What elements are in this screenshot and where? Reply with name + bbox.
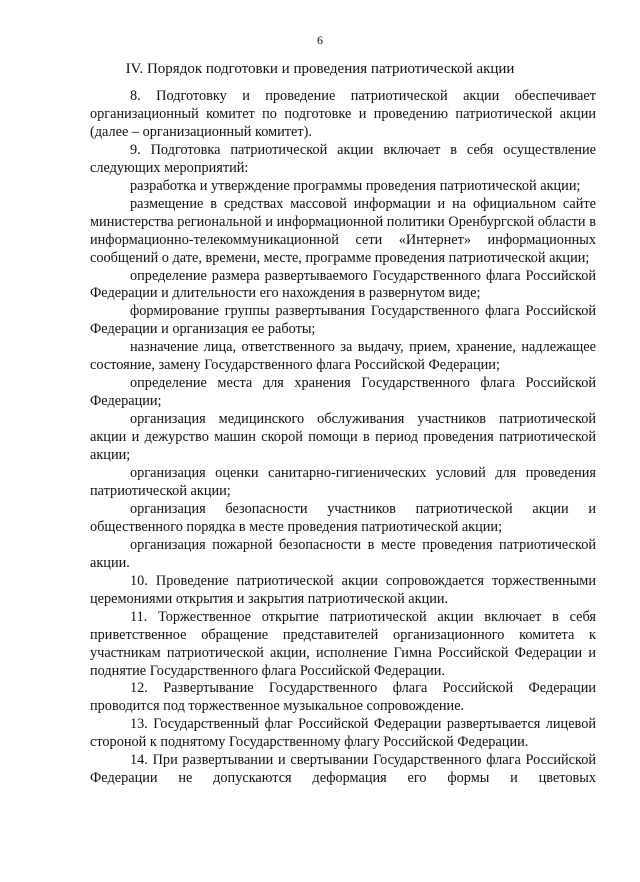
list-item-media: размещение в средствах массовой информации и на официальном сайте министерства региональной и информационной политики Оренбургской области в информационно-телекоммуникационной сети «Интернет» информационных сообщений о дате, времени, месте, программе проведения патриотической акции; bbox=[90, 195, 596, 266]
list-item-program: разработка и утверждение программы проведения патриотической акции; bbox=[130, 177, 581, 194]
paragraph-13: 13. Государственный флаг Российской Федерации развертывается лицевой стороной к поднятому Государственному флагу Российской Федерации. bbox=[90, 716, 596, 751]
paragraph-10: 10. Проведение патриотической акции сопровождается торжественными церемониями открытия и закрытия патриотической акции. bbox=[90, 572, 596, 607]
paragraph-8: 8. Подготовку и проведение патриотической акции обеспечивает организационный комитет по подготовке и проведению патриотической акции (далее – организационный комитет). bbox=[90, 88, 596, 140]
list-item-flag-group: формирование группы развертывания Государственного флага Российской Федерации и организация ее работы; bbox=[90, 303, 596, 338]
list-item-sanitary: организация оценки санитарно-гигиенических условий для проведения патриотической акции; bbox=[90, 465, 596, 499]
paragraph-12: 12. Развертывание Государственного флага Российской Федерации проводится под торжественное музыкальное сопровождение. bbox=[90, 680, 596, 715]
list-item-flag-storage: определение места для хранения Государственного флага Российской Федерации; bbox=[90, 375, 596, 410]
list-item-medical: организация медицинского обслуживания участников патриотической акции и дежурство машин скорой помощи в период проведения патриотической акции; bbox=[90, 411, 596, 464]
paragraph-9: 9. Подготовка патриотической акции включает в себя осуществление следующих мероприятий: bbox=[90, 141, 596, 176]
document-body bbox=[90, 88, 596, 788]
list-item-security: организация безопасности участников патриотической акции и общественного порядка в месте проведения патриотической акции; bbox=[90, 500, 596, 535]
list-item-responsible-person: назначение лица, ответственного за выдачу, прием, хранение, надлежащее состояние, замену Государственного флага Российской Федерации; bbox=[90, 339, 596, 374]
list-item-flag-size: определение размера развертываемого Государственного флага Российской Федерации и длительности его нахождения в развернутом виде; bbox=[90, 267, 596, 302]
page-number: 6 bbox=[317, 33, 323, 47]
section-heading: IV. Порядок подготовки и проведения патриотической акции bbox=[125, 61, 515, 77]
paragraph-11: 11. Торжественное открытие патриотической акции включает в себя приветственное обращение представителей организационного комитета к участникам патриотической акции, исполнение Гимна Российской Федерации и поднятие Государственного флага Российской Федерации. bbox=[90, 608, 596, 679]
list-item-fire-safety: организация пожарной безопасности в месте проведения патриотической акции. bbox=[90, 536, 596, 571]
paragraph-14: 14. При развертывании и свертывании Государственного флага Российской Федерации не допускаются деформация его формы и цветовых bbox=[90, 752, 596, 787]
